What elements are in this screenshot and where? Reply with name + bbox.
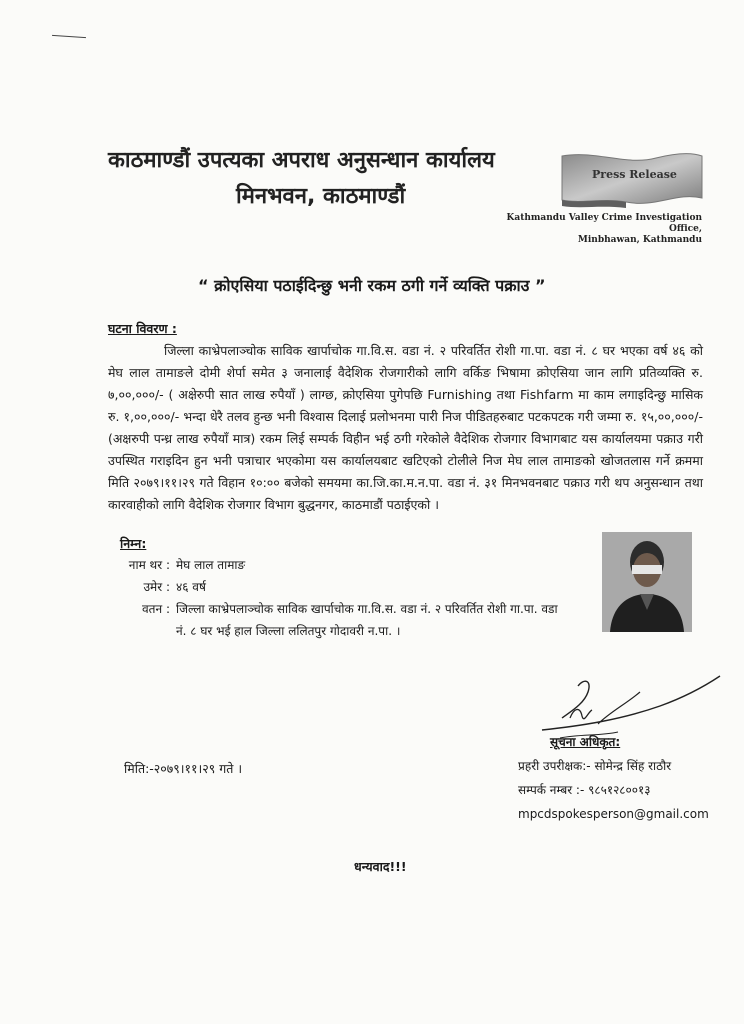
press-headline: “ क्रोएसिया पठाईदिन्छु भनी रकम ठगी गर्ने व्यक्ति पक्राउ ” (198, 276, 546, 295)
name-label: नाम थर : (128, 558, 170, 572)
office-name-english (506, 213, 702, 246)
thanks-note: धन्यवाद!!! (354, 859, 407, 874)
pen-mark (52, 35, 86, 38)
officer-block (518, 730, 709, 826)
incident-description: जिल्ला काभ्रेपलाञ्चोक साविक खार्पाचोक गा.वि.स. वडा नं. २ परिवर्तित रोशी गा.पा. वडा नं. ८ घर भएका वर्ष ४६ को मेघ लाल तामाङले दोमी शेर्पा समेत ३ जनालाई वैदेशिक रोजगारीको लागि वर्किङ भिषामा क्रोएसिया जान लागि प्रतिव्यक्ति रु. ७,००,०००/- ( अक्षेरुपी सात लाख रुपैयाँ ) लाग्छ, क्रोएसिया पुगेपछि Furnishing तथा Fishfarm मा काम लगाइदिन्छु मासिक रु. १,००,०००/- भन्दा धेरै तलव हुन्छ भनी विश्वास दिलाई प्रलोभनमा पारी निज पीडितहरुबाट पटकपटक गरी जम्मा रु. १५,००,०००/- (अक्षरुपी पन्ध्र लाख रुपैयाँ मात्र) रकम लिई सम्पर्क विहीन भई ठगी गरेकोले वैदेशिक रोजगार विभागबाट यस कार्यालयमा पक्राउ गरी उपस्थित गराइदिन हुन भनी पत्राचार भएकोमा यस कार्यालयबाट खटिएको टोलीले निज मेघ लाल तामाङको खोजतलास गर्ने क्रममा मिति २०७९।११।२९ गते विहान १०:०० बजेको समयमा का.जि.का.म.न.पा. वडा नं. ३१ मिनभवनबाट पक्राउ गरी थप अनुसन्धान तथा कारवाहीको लागि वैदेशिक रोजगार विभाग बुद्धनगर, काठमाडौं पठाईएको । (108, 343, 703, 512)
suspect-photo (602, 532, 692, 632)
contact-number: सम्पर्क नम्बर :- ९८५१२८००१३ (518, 783, 651, 797)
suspect-address-line2: नं. ८ घर भई हाल जिल्ला ललितपुर गोदावरी न.पा. । (176, 624, 401, 638)
age-label: उमेर : (143, 580, 170, 594)
suspect-label: निम्न: (120, 536, 147, 551)
suspect-address-line1: जिल्ला काभ्रेपलाञ्चोक साविक खार्पाचोक गा.वि.स. वडा नं. २ परिवर्तित रोशी गा.पा. वडा (176, 602, 558, 616)
suspect-name: मेघ लाल तामाङ (176, 558, 246, 572)
address-label: वतन : (141, 602, 170, 616)
office-name-english-line1: Kathmandu Valley Crime Investigation Office, (506, 213, 702, 234)
contact-email: mpcdspokesperson@gmail.com (518, 807, 709, 821)
person-silhouette-icon (602, 532, 692, 632)
office-location: मिनभवन, काठमाण्डौं (236, 184, 406, 209)
suspect-age: ४६ वर्ष (176, 580, 206, 594)
officer-name: प्रहरी उपरीक्षक:- सोमेन्द्र सिंह राठौर (518, 759, 672, 773)
office-name-english-line2: Minbhawan, Kathmandu (577, 235, 702, 245)
info-officer-label: सूचना अधिकृत: (550, 735, 621, 749)
office-title: काठमाण्डौं उपत्यका अपराध अनुसन्धान कार्यालय (108, 148, 495, 173)
issue-date: मिति:-२०७९।११।२९ गते । (124, 761, 243, 776)
incident-label: घटना विवरण : (108, 321, 177, 336)
incident-section (108, 318, 703, 516)
press-release-label: Press Release (592, 168, 677, 181)
